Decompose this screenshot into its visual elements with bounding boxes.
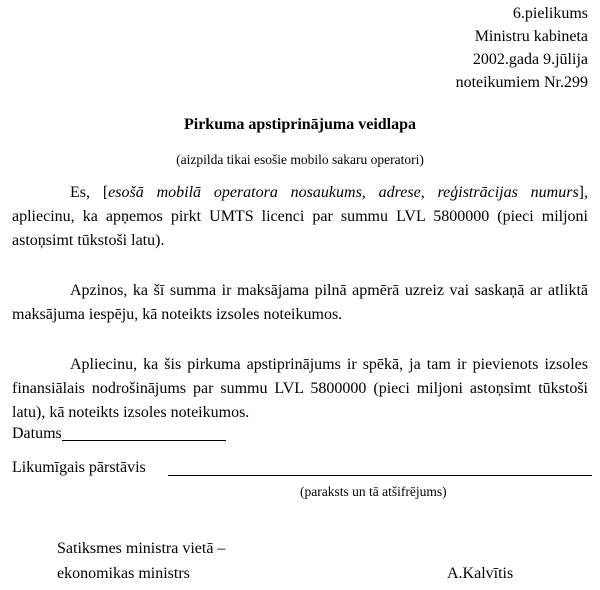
date-label: Datums — [12, 425, 62, 442]
header-line: noteikumiem Nr.299 — [455, 74, 588, 91]
p1-start: Es, [ — [70, 184, 109, 201]
p1-placeholder: esošā mobilā operatora nosaukums, adrese, reģistrācijas numurs — [108, 184, 579, 201]
p1-end: ], apliecinu, ka apņemos pirkt UMTS licenci par summu LVL 5800000 (pieci miljoni astoņsimt tūkstoši latu). — [12, 184, 588, 249]
signature-field-line[interactable] — [168, 475, 592, 476]
signoff-name: A.Kalvītis — [447, 565, 514, 582]
signoff-title-1: Satiksmes ministra vietā – — [57, 540, 226, 557]
paragraph-2: Apzinos, ka šī summa ir maksājama pilnā apmērā uzreiz vai saskaņā ar atliktā maksājuma iespēju, kā noteikts izsoles noteikumos. — [12, 282, 588, 323]
document-title: Pirkuma apstiprinājuma veidlapa — [183, 116, 417, 133]
signoff-title-2: ekonomikas ministrs — [57, 565, 190, 582]
document-subtitle: (aizpilda tikai esošie mobilo sakaru operatori) — [176, 152, 424, 167]
header-line: 2002.gada 9.jūlija — [472, 51, 588, 68]
header-line: Ministru kabineta — [474, 28, 588, 45]
paragraph-1 — [12, 181, 588, 253]
representative-label: Likumīgais pārstāvis — [12, 459, 146, 476]
paragraph-3: Apliecinu, ka šis pirkuma apstiprinājums ir spēkā, ja tam ir pievienots izsoles finansiālais nodrošinājums par summu LVL 5800000 (pieci miljoni astoņsimt tūkstoši latu), kā noteikts izsoles noteikumos. — [12, 356, 588, 421]
signature-caption: (paraksts un tā atšifrējums) — [300, 484, 447, 499]
header-line: 6.pielikums — [512, 5, 588, 22]
annex-header — [456, 2, 588, 94]
date-field-line[interactable] — [62, 440, 226, 441]
